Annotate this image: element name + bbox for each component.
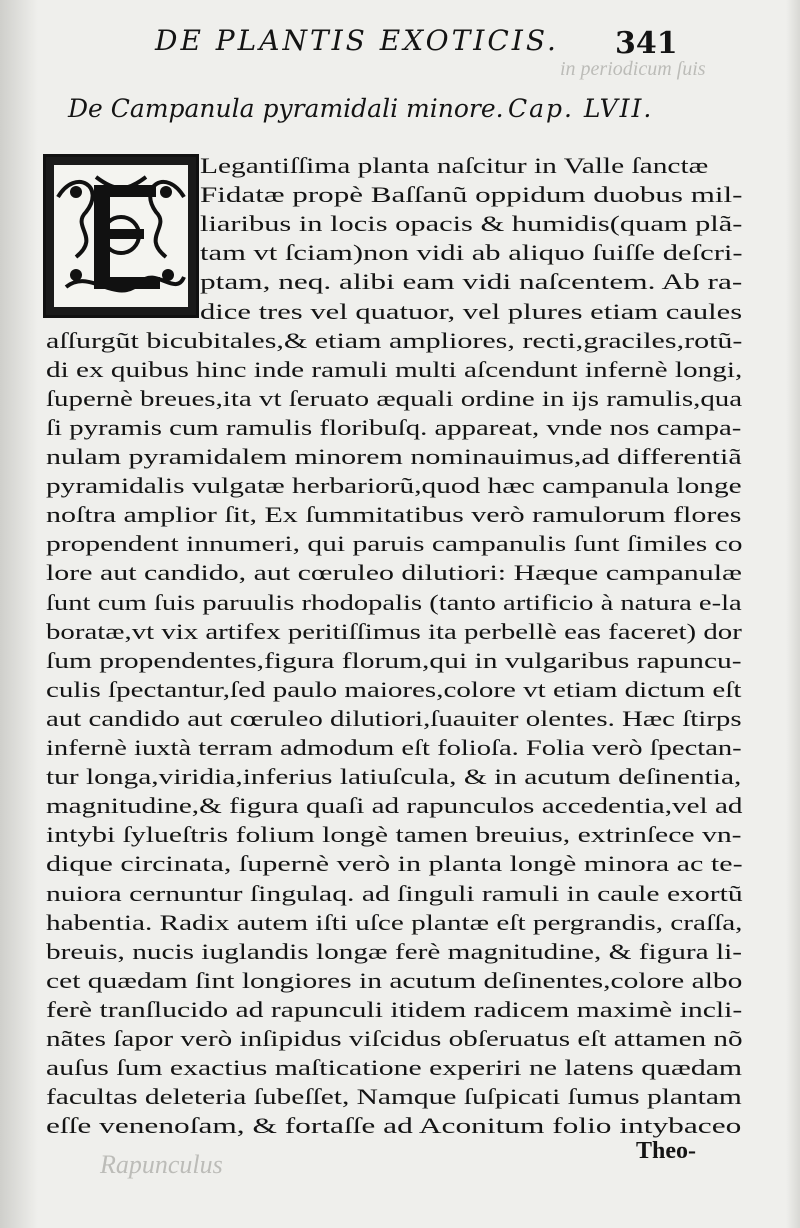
text-line: ſi pyramis cum ramulis floribuſq. appareat, vnde nos campa- bbox=[46, 414, 742, 440]
text-line: ſunt cum ſuis paruulis rhodopalis (tanto artificio à natura e-la bbox=[46, 589, 742, 615]
text-line: eſſe venenoſam, & fortaſſe ad Aconitum folio intybaceo bbox=[46, 1113, 742, 1139]
text-line: tur longa,viridia,inferius latiuſcula, & in acutum deſinentia, bbox=[46, 764, 742, 790]
text-line: noſtra amplior ſit, Ex ſummitatibus verò ramulorum flores bbox=[46, 502, 742, 528]
text-line: auſus ſum exactius maſticatione experiri ne latens quædam bbox=[46, 1055, 743, 1081]
text-line: ſupernè breues,ita vt ſeruato æquali ordine in ijs ramulis,qua bbox=[46, 385, 743, 411]
bleed-through-bottom: Rapunculus bbox=[100, 1150, 223, 1179]
text-line: dice tres vel quatuor, vel plures etiam caules bbox=[200, 298, 743, 324]
text-line: cet quædam ſint longiores in acutum deſinentes,colore albo bbox=[46, 967, 743, 993]
bleed-through-top: in periodicum ſuis bbox=[560, 58, 706, 80]
text-line: aut candido aut cœruleo dilutiori,ſuauiter olentes. Hæc ſtirps bbox=[46, 705, 742, 731]
text-line: culis ſpectantur,ſed paulo maiores,colore vt etiam dictum eſt bbox=[46, 676, 742, 702]
text-line: di ex quibus hinc inde ramuli multi aſcendunt infernè longi, bbox=[46, 356, 743, 382]
text-line: breuis, nucis iuglandis longæ ferè magnitudine, & figura li- bbox=[46, 938, 743, 964]
text-line: lore aut candido, aut cœruleo dilutiori: Hæque campanulæ bbox=[46, 560, 742, 586]
text-line: intybi ſylueſtris folium longè tamen breuius, extrinſece vn- bbox=[46, 822, 742, 848]
page-edge bbox=[786, 0, 800, 1228]
text-line: pyramidalis vulgatæ herbariorũ,quod hæc campanula longe bbox=[46, 473, 742, 499]
text-line: nulam pyramidalem minorem nominauimus,ad differentiã bbox=[46, 444, 742, 469]
text-line: tam vt ſciam)non vidi ab aliquo ſuiſſe deſcri- bbox=[200, 240, 743, 266]
ornament-initial-graphic bbox=[46, 157, 196, 315]
text-line: ferè tranſlucido ad rapunculi itidem radicem maximè incli- bbox=[46, 996, 743, 1022]
text-line: aſſurgũt bicubitales,& etiam ampliores, recti,graciles,rotũ- bbox=[46, 327, 743, 353]
text-line: ptam, neq. alibi eam vidi naſcentem. Ab ra- bbox=[200, 269, 743, 295]
catchword: Theo- bbox=[636, 1138, 696, 1164]
text-line: boratæ,vt vix artifex peritiſſimus ita perbellè eas faceret) dor bbox=[46, 618, 742, 644]
decorated-initial-e bbox=[43, 154, 199, 318]
text-line: liaribus in locis opacis & humidis(quam plã- bbox=[200, 211, 743, 237]
text-line: Fidatæ propè Baſſanũ oppidum duobus mil- bbox=[200, 182, 743, 208]
text-line: Legantiſſima planta naſcitur in Valle ſanctæ bbox=[200, 153, 709, 178]
text-line: nuiora cernuntur ſingulaq. ad ſinguli ramuli in caule exortũ bbox=[46, 880, 743, 906]
page-number: 341 bbox=[615, 26, 678, 61]
text-line: propendent innumeri, qui paruis campanulis ſunt ſimiles co bbox=[46, 531, 743, 557]
chapter-title: De Campanula pyramidali minore. bbox=[68, 94, 504, 123]
running-head: DE PLANTIS EXOTICIS. bbox=[155, 24, 559, 57]
text-line: magnitudine,& figura quaſi ad rapunculos accedentia,vel ad bbox=[46, 793, 743, 819]
gutter-shadow bbox=[0, 0, 38, 1228]
text-line: facultas deleteria ſubeſſet, Namque ſuſpicati ſumus plantam bbox=[46, 1084, 742, 1110]
text-line: habentia. Radix autem iſti uſce plantæ eſt pergrandis, craſſa, bbox=[46, 909, 743, 935]
text-line: dique circinata, ſupernè verò in planta longè minora ac te- bbox=[46, 851, 743, 877]
chapter-number: Cap. LVII. bbox=[508, 94, 654, 123]
text-line: ſum propendentes,figura florum,qui in vulgaribus rapuncu- bbox=[46, 647, 742, 673]
chapter-heading bbox=[68, 94, 688, 123]
text-line: infernè iuxtà terram admodum eſt folioſa. Folia verò ſpectan- bbox=[46, 735, 742, 760]
text-line: nãtes ſapor verò inſipidus viſcidus obſeruatus eſt attamen nõ bbox=[46, 1026, 743, 1051]
